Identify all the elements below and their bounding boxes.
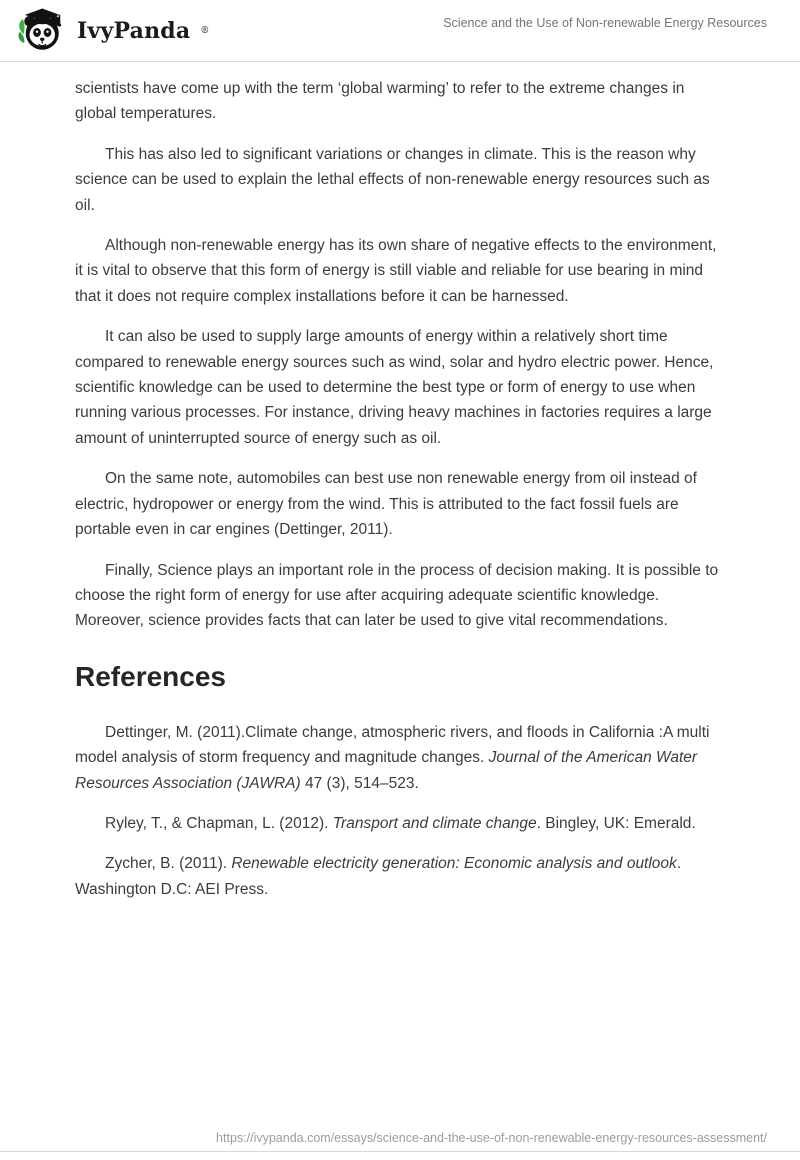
reference-book-title: Transport and climate change — [332, 814, 537, 832]
paragraph: This has also led to significant variations or changes in climate. This is the reason why science can be used to explain the lethal effects of non-renewable energy resources such as oil. — [75, 145, 710, 214]
reference-text: Ryley, T., & Chapman, L. (2012). — [105, 814, 333, 832]
registered-trademark: ® — [200, 25, 210, 36]
brand[interactable] — [12, 6, 209, 56]
essay-content — [0, 62, 800, 902]
reference-item — [75, 851, 725, 902]
reference-text: . Bingley, UK: Emerald. — [536, 814, 696, 832]
page-footer — [0, 1131, 800, 1160]
paragraph: Although non-renewable energy has its own share of negative effects to the environment, it is vital to observe that this form of energy is still viable and reliable for use bearing in mind that it does not require complex installations before it can be harnessed. — [75, 237, 717, 305]
paragraph: Finally, Science plays an important role in the process of decision making. It is possible to choose the right form of energy for use after acquiring adequate scientific knowledge. Moreover, science provides facts that can later be used to give vital recommendations. — [75, 561, 719, 630]
source-url[interactable]: https://ivypanda.com/essays/science-and-the-use-of-non-renewable-energy-resources-assessment/ — [216, 1131, 767, 1145]
references-heading: References — [75, 660, 226, 692]
reference-item — [75, 811, 725, 836]
reference-text: . Washington D.C: AEI Press. — [75, 855, 682, 898]
document-title: Science and the Use of Non-renewable Energy Resources — [443, 16, 767, 30]
paragraph: On the same note, automobiles can best use non renewable energy from oil instead of electric, hydropower or energy from the wind. This is attributed to the fact fossil fuels are portable even in car engines (Dettinger, 2011). — [75, 470, 697, 539]
paragraph: It can also be used to supply large amounts of energy within a relatively short time compared to renewable energy sources such as wind, solar and hydro electric power. Hence, scientific knowledge can be used to determine the best type or form of energy to use when running various processes. For instance, driving heavy machines in factories requires a large amount of uninterrupted source of energy such as oil. — [75, 328, 714, 447]
ivypanda-panda-logo-icon — [12, 6, 68, 56]
reference-text: 47 (3), 514–523. — [300, 774, 419, 792]
paragraph: scientists have come up with the term ‘global warming’ to refer to the extreme changes in global temperatures. — [75, 80, 685, 123]
footer-divider — [0, 1151, 800, 1152]
page-header — [0, 0, 800, 62]
brand-name: IvyPanda — [77, 17, 191, 44]
reference-journal-title: Journal of the American Water Resources Association (JAWRA) — [75, 749, 698, 792]
reference-text: Dettinger, M. (2011).Climate change, atmospheric rivers, and floods in California :A multi model analysis of storm frequency and magnitude changes. — [75, 723, 710, 767]
reference-item — [75, 720, 725, 796]
reference-book-title: Renewable electricity generation: Economic analysis and outlook — [231, 855, 677, 873]
reference-text: Zycher, B. (2011). — [105, 855, 232, 873]
